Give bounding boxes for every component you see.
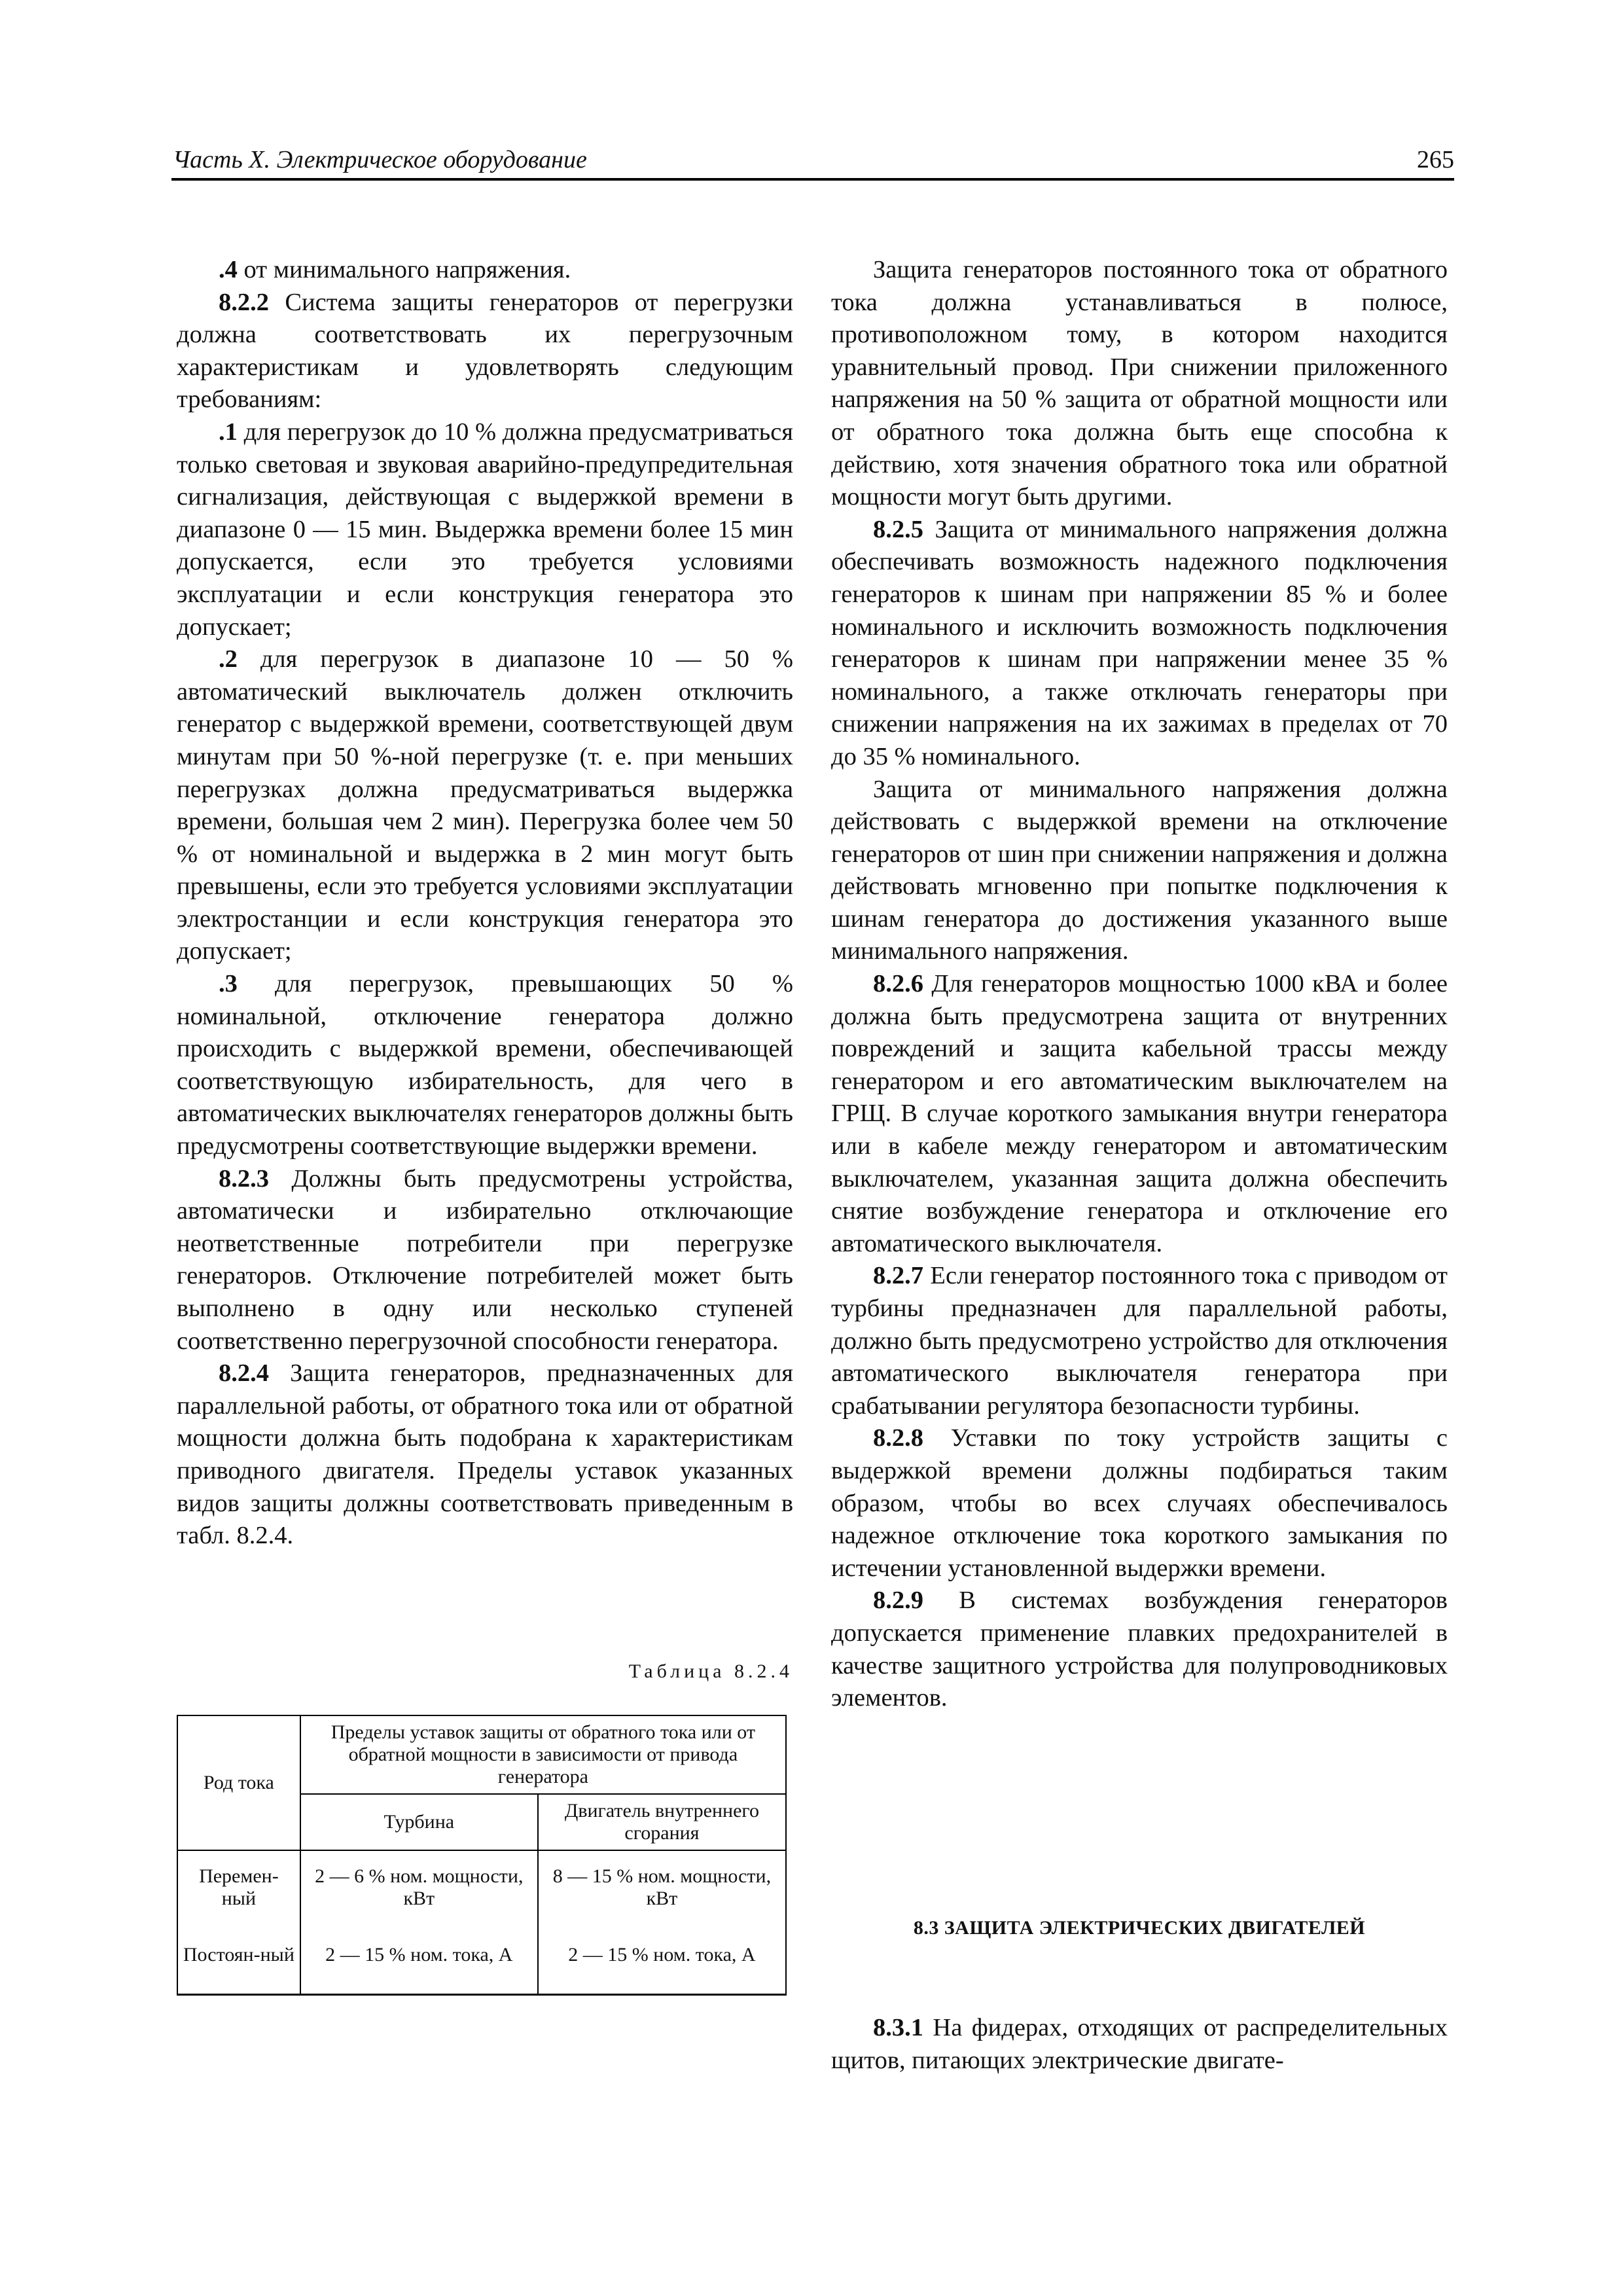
clause-number: 8.2.8 (873, 1424, 923, 1452)
clause-number: 8.2.9 (873, 1587, 923, 1615)
paragraph: 8.3.1 На фидерах, отходящих от распределительных щитов, питающих электрические двигате- (831, 2014, 1448, 2074)
paragraph: .2 для перегрузок в диапазоне 10 — 50 % автоматический выключатель должен отключить генератор с выдержкой времени, соответствующей двум минутам при 50 %-ной перегрузке (т. е. при меньших перегрузках должна предусматриваться выдержка времени, большая чем 2 мин). Перегрузка более чем 50 % от номинальной и выдержка в 2 мин могут быть превышены, если это требуется условиями эксплуатации электростанции и если конструкция генератора это допускает; (177, 645, 793, 965)
clause-number: .1 (219, 418, 238, 446)
section-heading: 8.3 ЗАЩИТА ЭЛЕКТРИЧЕСКИХ ДВИГАТЕЛЕЙ (913, 1917, 1366, 1939)
paragraph: 8.2.7 Если генератор постоянного тока с приводом от турбины предназначен для параллельной работы, должно быть предусмотрено устройство для отключения автоматического выключателя генератора при срабатывании регулятора безопасности турбины. (831, 1262, 1448, 1420)
clause-number: 8.2.3 (219, 1164, 269, 1193)
paragraph: Защита генераторов постоянного тока от обратного тока должна устанавливаться в полюсе, противоположном тому, в котором находится уравнительный провод. При снижении приложенного напряжения на 50 % защита от обратной мощности или от обратного тока должна быть еще способна к действию, хотя значения обратного тока или обратной мощности могут быть другими. (831, 256, 1448, 511)
paragraph: 8.2.3 Должны быть предусмотрены устройства, автоматически и избирательно отключающие неответственные потребители при перегрузке генераторов. Отключение потребителей может быть выполнено в одну или несколько ступеней соответственно перегрузочной способности генератора. (177, 1164, 793, 1355)
header-rule (171, 178, 1454, 181)
clause-number: 8.2.7 (873, 1262, 923, 1290)
clause-number: .2 (219, 645, 238, 673)
clause-number: 8.2.4 (219, 1359, 269, 1388)
table-header-turbine: Турбина (300, 1794, 538, 1850)
right-column (831, 254, 1448, 1715)
page-header (171, 145, 1454, 181)
table-cell: Постоян-ный (177, 1939, 300, 1995)
table-caption: Таблица 8.2.4 (628, 1660, 793, 1682)
running-title: Часть X. Электрическое оборудование (173, 146, 587, 173)
paragraph: 8.2.8 Уставки по току устройств защиты с выдержкой времени должны подбираться таким образом, чтобы во всех случаях обеспечивалось надежное отключение тока короткого замыкания по истечении установленной выдержки времени. (831, 1424, 1448, 1582)
paragraph: 8.2.4 Защита генераторов, предназначенных для параллельной работы, от обратного тока или от обратной мощности должна быть подобрана к характеристикам приводного двигателя. Пределы уставок указанных видов защиты должны соответствовать приведенным в табл. 8.2.4. (177, 1359, 793, 1550)
table-cell: Перемен-ный (177, 1850, 300, 1939)
paragraph: Защита от минимального напряжения должна действовать с выдержкой времени на отключение генераторов от шин при снижении напряжения и должна действовать мгновенно при попытке подключения к шинам генератора до достижения указанного выше минимального напряжения. (831, 775, 1448, 965)
table-cell: 2 — 6 % ном. мощности, кВт (300, 1850, 538, 1939)
table-cell: 8 — 15 % ном. мощности, кВт (538, 1850, 786, 1939)
settings-table (177, 1715, 787, 1996)
table-row (177, 1939, 786, 1995)
clause-number: .4 (219, 256, 238, 283)
table-row (177, 1850, 786, 1939)
paragraph: .3 для перегрузок, превышающих 50 % номинальной, отключение генератора должно происходить с выдержкой времени, обеспечивающей соответствующую избирательность, для чего в автоматических выключателях генераторов должны быть предусмотрены соответствующие выдержки времени. (177, 970, 793, 1160)
clause-number: .3 (219, 970, 238, 998)
page-number: 265 (1417, 146, 1454, 173)
clause-number: 8.3.1 (873, 2014, 923, 2041)
table-cell: 2 — 15 % ном. тока, А (538, 1939, 786, 1995)
clause-number: 8.2.2 (219, 288, 269, 316)
paragraph: .1 для перегрузок до 10 % должна предусматриваться только световая и звуковая аварийно-предупредительная сигнализация, действующая с выдержкой времени в диапазоне 0 — 15 мин. Выдержка времени более 15 мин допускается, если это требуется условиями эксплуатации и если конструкция генератора это допускает; (177, 418, 793, 641)
table-header-engine: Двигатель внутреннего сгорания (538, 1794, 786, 1850)
paragraph: .4 от минимального напряжения. (219, 256, 571, 283)
clause-number: 8.2.5 (873, 515, 923, 543)
table-header-current-type: Род тока (177, 1715, 300, 1850)
right-column-continued (831, 2012, 1448, 2077)
paragraph: 8.2.6 Для генераторов мощностью 1000 кВА и более должна быть предусмотрена защита от внутренних повреждений и защита кабельной трассы между генератором и его автоматическим выключателем на ГРЩ. В случае короткого замыкания внутри генератора или в кабеле между генератором и автоматическим выключателем, указанная защита должна обеспечить снятие возбуждение генератора и отключение его автоматического выключателя. (831, 970, 1448, 1257)
clause-number: 8.2.6 (873, 970, 923, 998)
paragraph: 8.2.9 В системах возбуждения генераторов допускается применение плавких предохранителей в качестве защитного устройства для полупроводниковых элементов. (831, 1587, 1448, 1712)
paragraph: 8.2.2 Система защиты генераторов от перегрузки должна соответствовать их перегрузочным характеристикам и удовлетворять следующим требованиям: (177, 288, 793, 414)
table-header-limits: Пределы уставок защиты от обратного тока или от обратной мощности в зависимости от привода генератора (300, 1715, 786, 1794)
left-column (177, 254, 793, 1552)
paragraph: 8.2.5 Защита от минимального напряжения должна обеспечивать возможность надежного подключения генераторов к шинам при напряжении 85 % и более номинального и исключить возможность подключения генераторов к шинам при напряжении менее 35 % номинального, а также отключать генераторы при снижении напряжения на их зажимах в пределах от 70 до 35 % номинального. (831, 515, 1448, 770)
table-cell: 2 — 15 % ном. тока, А (300, 1939, 538, 1995)
